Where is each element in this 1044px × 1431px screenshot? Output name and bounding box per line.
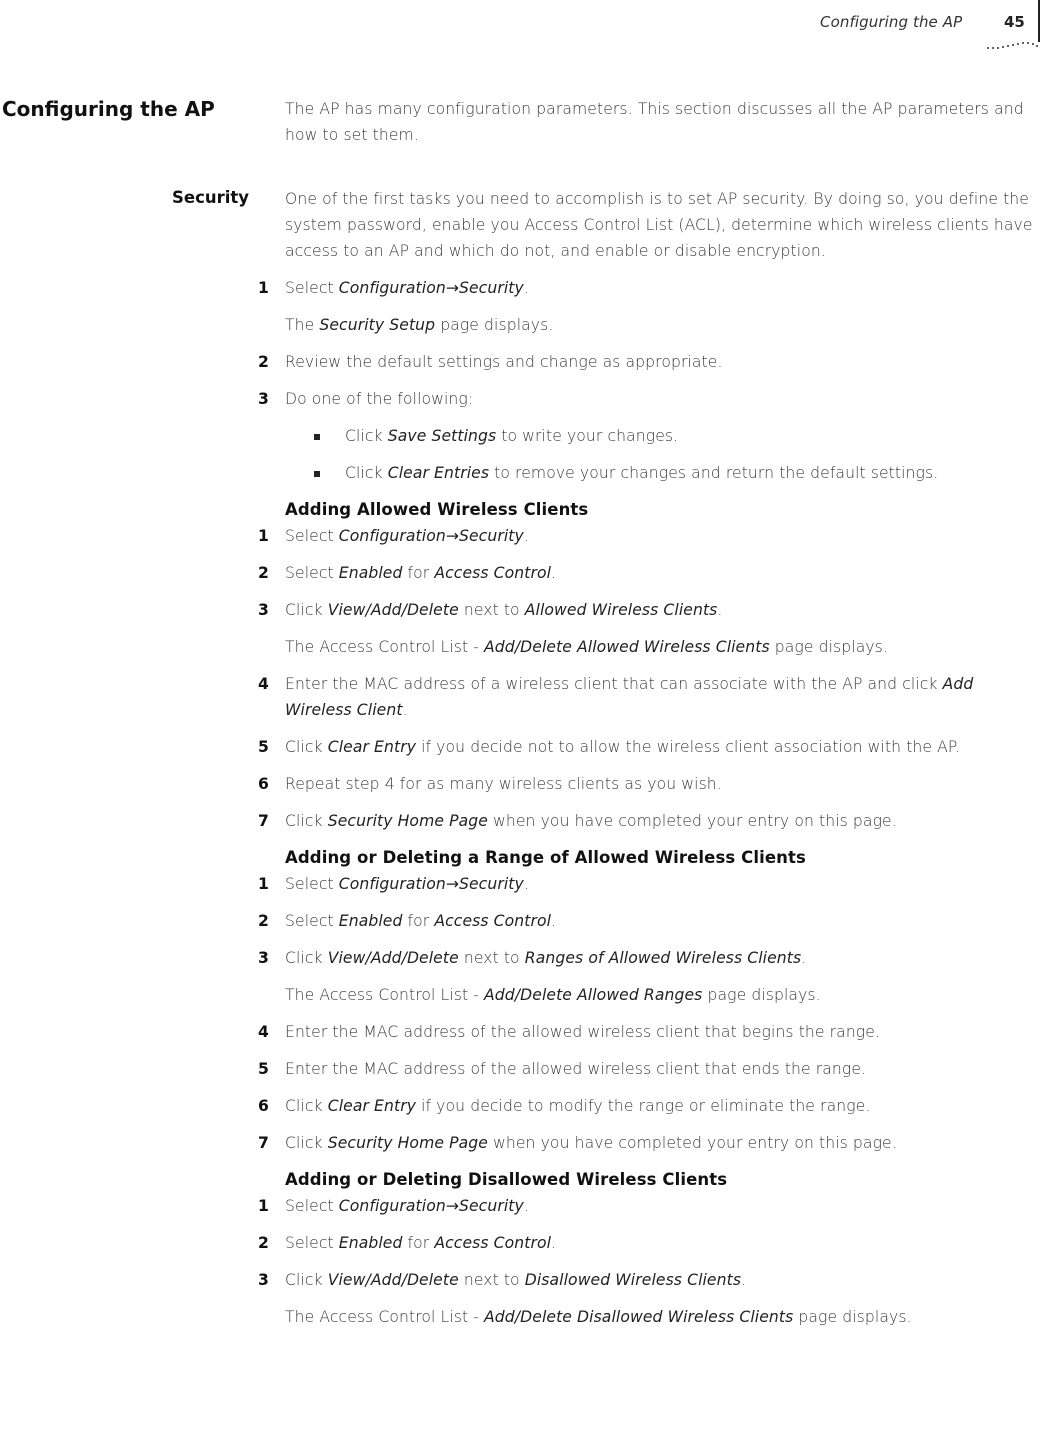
ui-ref: Save Settings xyxy=(387,427,497,445)
page-corner-rule xyxy=(1038,0,1040,42)
ui-ref: Enabled xyxy=(338,912,403,930)
disallowed-step-1: 1 Select Configuration→Security. xyxy=(258,1197,529,1215)
allowed-step-3-result: The Access Control List - Add/Delete Allowed Wireless Clients page displays. xyxy=(285,638,888,656)
ui-ref: Enabled xyxy=(338,1234,403,1252)
security-step-1: 1 Select Configuration→Security. xyxy=(258,279,529,297)
ui-ref: Add/Delete Allowed Wireless Clients xyxy=(484,638,770,656)
security-bullet-clear: Click Clear Entries to remove your changes and return the default settings. xyxy=(285,460,1042,486)
page-number: 45 xyxy=(1004,13,1025,31)
allowed-step-5: 5 Click Clear Entry if you decide not to allow the wireless client association with the AP. xyxy=(258,738,961,756)
ui-ref: Ranges of Allowed Wireless Clients xyxy=(524,949,802,967)
disallowed-step-2: 2 Select Enabled for Access Control. xyxy=(258,1234,557,1252)
security-step-1-result: The Security Setup page displays. xyxy=(285,316,554,334)
ui-ref: Clear Entry xyxy=(327,738,417,756)
security-bullet-save: Click Save Settings to write your changes. xyxy=(285,423,1042,449)
allowed-step-1: 1 Select Configuration→Security. xyxy=(258,527,529,545)
disallowed-title: Adding or Deleting Disallowed Wireless Clients xyxy=(285,1170,728,1189)
ui-ref: Access Control xyxy=(434,1234,552,1252)
bullet-square-icon xyxy=(314,434,320,440)
security-intro: One of the first tasks you need to accomplish is to set AP security. By doing so, you define the system password, enable you Access Control List (ACL), determine which wireless clients have access to an AP and which do not, and enable or disable encryption. xyxy=(285,190,1033,260)
ui-ref: Clear Entries xyxy=(387,464,490,482)
ui-ref: Add/Delete Allowed Ranges xyxy=(484,986,703,1004)
ui-ref: View/Add/Delete xyxy=(327,949,459,967)
section-heading: Configuring the AP xyxy=(2,97,215,121)
page-corner-dots xyxy=(986,37,1038,51)
allowed-step-7: 7 Click Security Home Page when you have completed your entry on this page. xyxy=(258,812,897,830)
ranges-step-3: 3 Click View/Add/Delete next to Ranges of Allowed Wireless Clients. xyxy=(258,949,807,967)
running-header-title: Configuring the AP xyxy=(820,13,963,31)
ui-ref: Add/Delete Disallowed Wireless Clients xyxy=(484,1308,794,1326)
ranges-title: Adding or Deleting a Range of Allowed Wireless Clients xyxy=(285,848,806,867)
ui-ref: Security Setup xyxy=(319,316,436,334)
ranges-step-5: 5 Enter the MAC address of the allowed wireless client that ends the range. xyxy=(258,1060,867,1078)
ui-ref: Configuration→Security xyxy=(338,875,524,893)
allowed-clients-title: Adding Allowed Wireless Clients xyxy=(285,500,589,519)
ui-ref: View/Add/Delete xyxy=(327,1271,459,1289)
ui-ref: Allowed Wireless Clients xyxy=(524,601,718,619)
section-intro: The AP has many configuration parameters. This section discusses all the AP parameters and how to set them. xyxy=(285,100,1024,144)
ui-ref: Security Home Page xyxy=(327,812,488,830)
ui-ref: View/Add/Delete xyxy=(327,601,459,619)
ui-ref: Access Control xyxy=(434,912,552,930)
ui-ref: Security Home Page xyxy=(327,1134,488,1152)
ui-ref: Configuration→Security xyxy=(338,279,524,297)
security-step-3: 3 Do one of the following: xyxy=(258,390,474,408)
ui-ref: Add Wireless Client xyxy=(285,675,974,719)
ui-ref: Access Control xyxy=(434,564,552,582)
allowed-step-4: 4 Enter the MAC address of a wireless client that can associate with the AP and click Add Wireless Client. xyxy=(258,675,974,719)
allowed-step-2: 2 Select Enabled for Access Control. xyxy=(258,564,557,582)
bullet-square-icon xyxy=(314,471,320,477)
ranges-step-2: 2 Select Enabled for Access Control. xyxy=(258,912,557,930)
security-step-2: 2 Review the default settings and change as appropriate. xyxy=(258,353,723,371)
main-content xyxy=(258,96,1042,1341)
ui-ref: Enabled xyxy=(338,564,403,582)
ranges-step-7: 7 Click Security Home Page when you have completed your entry on this page. xyxy=(258,1134,897,1152)
ranges-step-1: 1 Select Configuration→Security. xyxy=(258,875,529,893)
ui-ref: Configuration→Security xyxy=(338,527,524,545)
ranges-step-6: 6 Click Clear Entry if you decide to modify the range or eliminate the range. xyxy=(258,1097,871,1115)
allowed-step-6: 6 Repeat step 4 for as many wireless clients as you wish. xyxy=(258,775,722,793)
ranges-step-3-result: The Access Control List - Add/Delete Allowed Ranges page displays. xyxy=(285,986,821,1004)
ui-ref: Configuration→Security xyxy=(338,1197,524,1215)
ranges-step-4: 4 Enter the MAC address of the allowed wireless client that begins the range. xyxy=(258,1023,881,1041)
ui-ref: Clear Entry xyxy=(327,1097,417,1115)
security-heading: Security xyxy=(172,188,250,207)
disallowed-step-3: 3 Click View/Add/Delete next to Disallowed Wireless Clients. xyxy=(258,1271,747,1289)
allowed-step-3: 3 Click View/Add/Delete next to Allowed Wireless Clients. xyxy=(258,601,723,619)
ui-ref: Disallowed Wireless Clients xyxy=(524,1271,742,1289)
disallowed-step-3-result: The Access Control List - Add/Delete Disallowed Wireless Clients page displays. xyxy=(285,1308,912,1326)
